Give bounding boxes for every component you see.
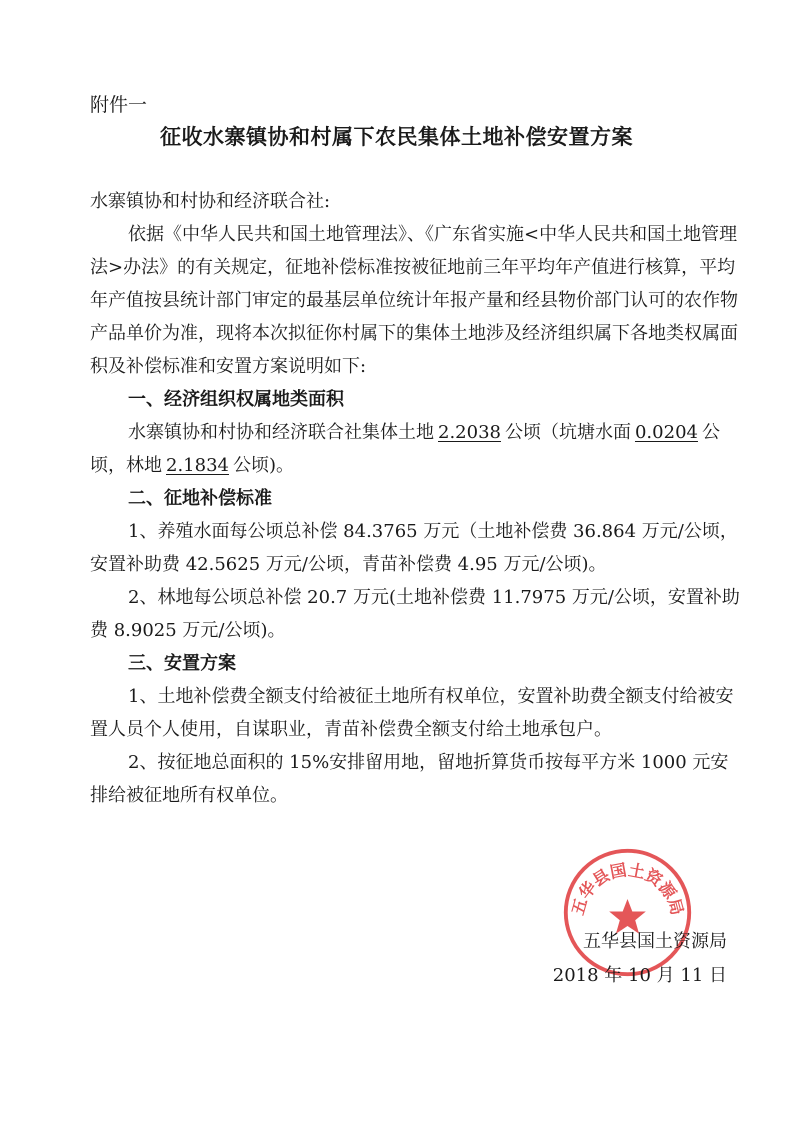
section1-heading: 一、经济组织权属地类面积 bbox=[128, 389, 344, 410]
section2-item1: 1、养殖水面每公顷总补偿 84.3765 万元（土地补偿费 36.864 万元/公顷，安置补助费 42.5625 万元/公顷，青苗补偿费 4.95 万元/公顷)。 bbox=[90, 521, 738, 575]
section1-paragraph bbox=[90, 416, 740, 482]
section3-item1: 1、土地补偿费全额支付给被征土地所有权单位，安置补助费全额支付给被安置人员个人使用，自谋职业，青苗补偿费全额支付给土地承包户。 bbox=[90, 686, 734, 740]
section2-item2: 2、林地每公顷总补偿 20.7 万元(土地补偿费 11.7975 万元/公顷，安置补助费 8.9025 万元/公顷)。 bbox=[90, 587, 740, 641]
forest-area-value: 2.1834 bbox=[166, 455, 229, 476]
section1-text-a: 水寨镇协和村协和经济联合社集体土地 bbox=[128, 422, 434, 443]
issuing-organization: 五华县国土资源局 bbox=[583, 931, 727, 952]
issue-date: 2018 年 10 月 11 日 bbox=[552, 965, 727, 986]
section1-text-b: 公顷（坑塘水面 bbox=[504, 422, 631, 443]
document-title: 征收水寨镇协和村属下农民集体土地补偿安置方案 bbox=[160, 125, 633, 149]
section1-text-c: 公顷，林地 bbox=[90, 422, 720, 476]
section3-heading: 三、安置方案 bbox=[128, 653, 236, 674]
addressee: 水寨镇协和村协和经济联合社: bbox=[90, 191, 331, 212]
document-body bbox=[90, 185, 740, 812]
section3-item2: 2、按征地总面积的 15%安排留用地，留地折算货币按每平方米 1000 元安排给被征地所有权单位。 bbox=[90, 752, 729, 806]
annex-label: 附件一 bbox=[90, 94, 148, 116]
intro-paragraph: 依据《中华人民共和国土地管理法》、《广东省实施<中华人民共和国土地管理法>办法》的有关规定，征地补偿标准按被征地前三年平均年产值进行核算，平均年产值按县统计部门审定的最基层单位统计年报产量和经县物价部门认可的农作物产品单价为准，现将本次拟征你村属下的集体土地涉及经济组织属下各地类权属面积及补偿标准和安置方案说明如下: bbox=[90, 224, 738, 377]
section1-text-d: 公顷)。 bbox=[232, 455, 295, 476]
total-area-value: 2.2038 bbox=[438, 422, 501, 443]
signature-block bbox=[553, 925, 727, 993]
pond-area-value: 0.0204 bbox=[634, 422, 698, 443]
seal-text: 五华县国土资源局 bbox=[568, 860, 687, 918]
section2-heading: 二、征地补偿标准 bbox=[128, 488, 272, 509]
